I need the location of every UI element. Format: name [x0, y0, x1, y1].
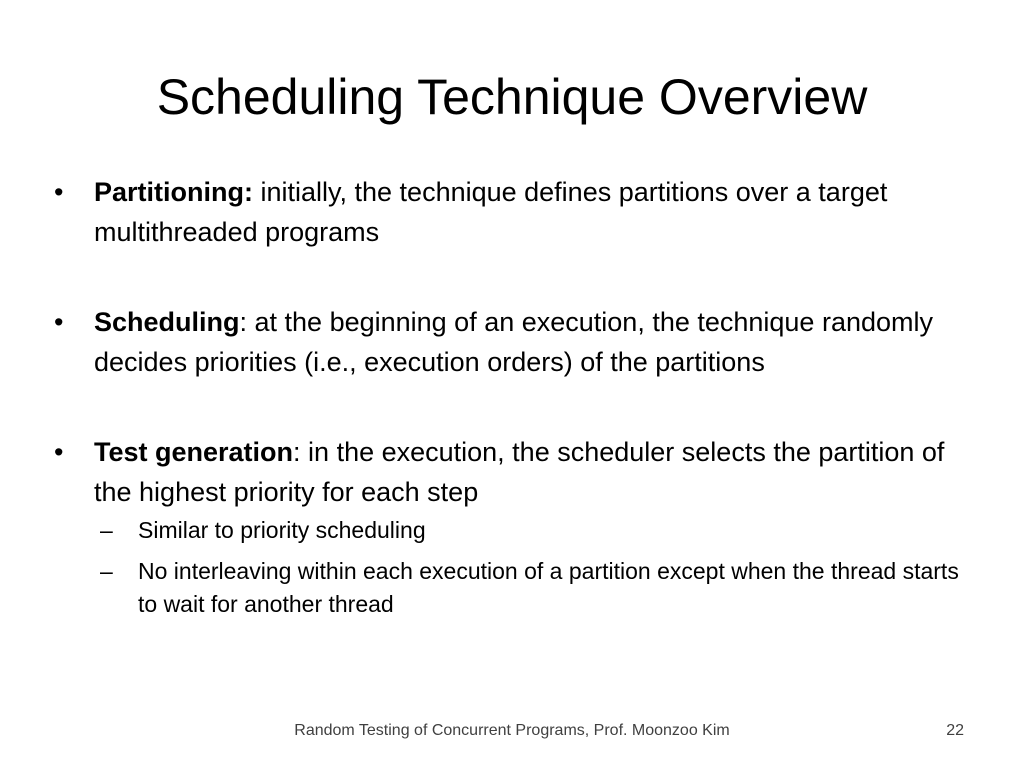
bullet-term: Partitioning: — [94, 177, 253, 207]
page-number: 22 — [946, 722, 964, 739]
subbullet-item — [94, 514, 982, 547]
bullet-marker: • — [54, 437, 64, 467]
subbullet-marker: – — [100, 558, 113, 584]
bullet-term: Test generation — [94, 437, 294, 467]
subbullet-text: Similar to priority scheduling — [138, 517, 426, 543]
bullet-term: Scheduling — [94, 307, 240, 337]
bullet-text: initially, the technique defines partitions over a target multithreaded programs — [94, 177, 888, 247]
subbullet-marker: – — [100, 517, 113, 543]
slide-title: Scheduling Technique Overview — [156, 69, 868, 125]
bullet-item-scheduling — [52, 302, 982, 382]
subbullet-text: No interleaving within each execution of a partition except when the thread starts to wait for another thread — [138, 558, 959, 617]
slide-footer: Random Testing of Concurrent Programs, Prof. Moonzoo Kim — [294, 722, 730, 739]
bullet-item-partitioning — [52, 172, 982, 252]
bullet-item-test-generation — [52, 432, 982, 621]
bullet-text: : in the execution, the scheduler selects the partition of the highest priority for each step — [94, 437, 945, 507]
bullet-text: : at the beginning of an execution, the technique randomly decides priorities (i.e., execution orders) of the partitions — [94, 307, 933, 377]
bullet-marker: • — [54, 177, 64, 207]
subbullet-list — [94, 514, 982, 621]
bullet-marker: • — [54, 307, 64, 337]
subbullet-item — [94, 555, 982, 621]
bullet-list — [52, 172, 982, 629]
